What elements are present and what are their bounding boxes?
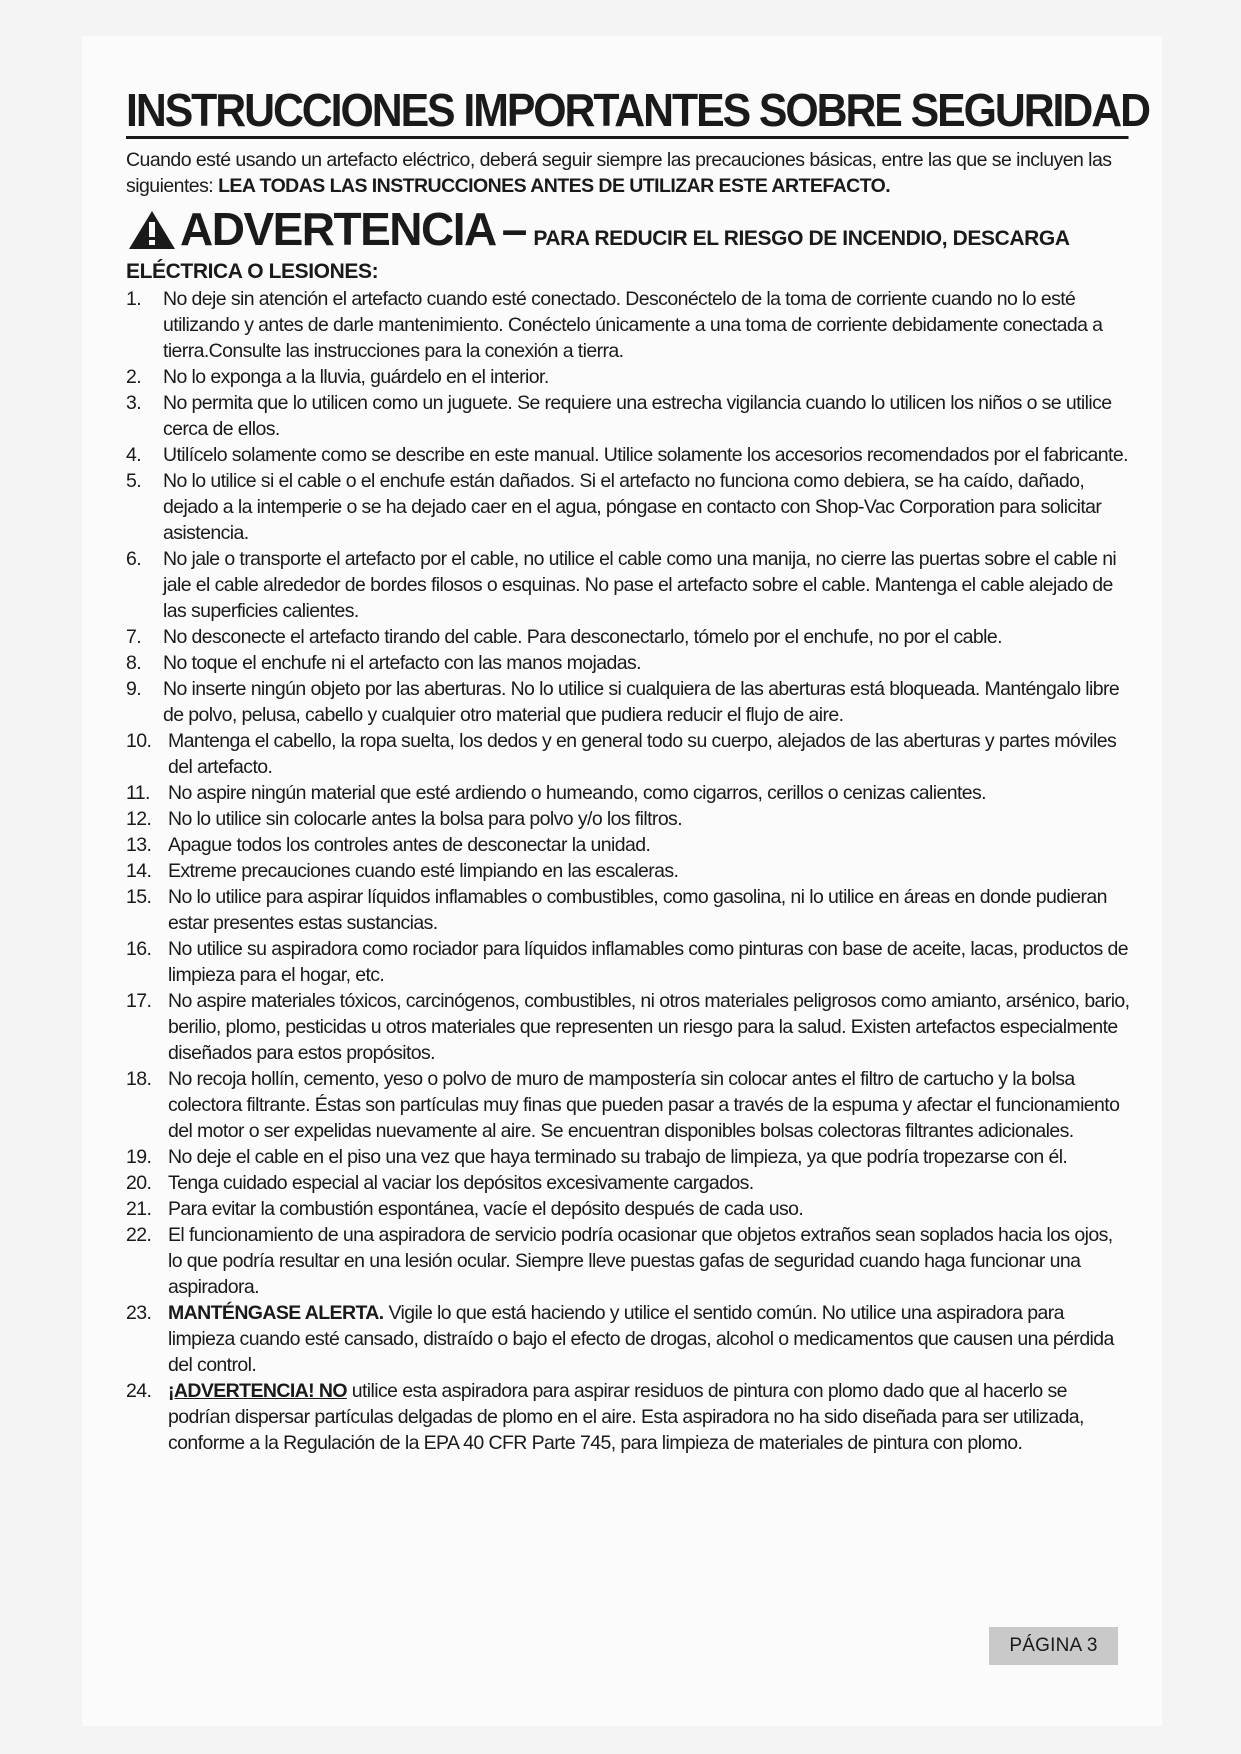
list-item: 4. Utilícelo solamente como se describe en este manual. Utilice solamente los accesorios recomendados por el fabricante. xyxy=(126,444,1128,466)
list-item: 11. No aspire ningún material que esté ardiendo o humeando, como cigarros, cerillos o cenizas calientes. xyxy=(126,782,986,804)
intro-text: Cuando esté usando un artefacto eléctrico, deberá seguir siempre las precauciones básicas, entre las que se incluyen las siguientes: xyxy=(126,149,1112,197)
intro-paragraph xyxy=(126,147,1131,199)
warning-subtitle-continued: ELÉCTRICA O LESIONES: xyxy=(126,260,379,283)
list-item: 2. No lo exponga a la lluvia, guárdelo en el interior. xyxy=(126,366,549,388)
page-number-label: PÁGINA 3 xyxy=(989,1627,1118,1665)
list-item: 17. No aspire materiales tóxicos, carcinógenos, combustibles, ni otros materiales peligrosos como amianto, arsénico, bario, berilio, plomo, pesticidas u otros materiales que representen un riesgo para la salud. Existen artefactos especialmente diseñados para estos propósitos. xyxy=(126,990,1130,1064)
warning-heading xyxy=(126,203,1131,266)
list-item: 1. No deje sin atención el artefacto cuando esté conectado. Desconéctelo de la toma de corriente cuando no lo esté utilizando y antes de darle mantenimiento. Conéctelo únicamente a una toma de corriente debidamente conectada a tierra.Consulte las instrucciones para la conexión a tierra. xyxy=(126,288,1103,362)
intro-bold-text: LEA TODAS LAS INSTRUCCIONES ANTES DE UTILIZAR ESTE ARTEFACTO. xyxy=(218,175,891,197)
list-item: 13. Apague todos los controles antes de desconectar la unidad. xyxy=(126,834,651,856)
list-item: 8. No toque el enchufe ni el artefacto con las manos mojadas. xyxy=(126,652,641,674)
warning-title: ADVERTENCIA xyxy=(180,203,496,255)
list-item: 15. No lo utilice para aspirar líquidos inflamables o combustibles, como gasolina, ni lo utilice en áreas en donde pudieran estar presentes estas sustancias. xyxy=(126,886,1107,934)
list-item: 16. No utilice su aspiradora como rociador para líquidos inflamables como pinturas con base de aceite, lacas, productos de limpieza para el hogar, etc. xyxy=(126,938,1129,986)
page-title: INSTRUCCIONES IMPORTANTES SOBRE SEGURIDAD xyxy=(126,84,1129,139)
list-item: 24. ¡ADVERTENCIA! NO utilice esta aspiradora para aspirar residuos de pintura con plomo dado que al hacerlo se podrían dispersar partículas delgadas de plomo en el aire. Esta aspiradora no ha sido diseñada para ser utilizada, conforme a la Regulación de la EPA 40 CFR Parte 745, para limpieza de materiales de pintura con plomo. xyxy=(126,1380,1084,1454)
list-item: 10. Mantenga el cabello, la ropa suelta, los dedos y en general todo su cuerpo, alejados de las aberturas y partes móviles del artefacto. xyxy=(126,730,1117,778)
warning-underlined-text: ¡ADVERTENCIA! NO xyxy=(168,1380,347,1402)
warning-triangle-icon xyxy=(128,210,176,266)
list-item: 7. No desconecte el artefacto tirando del cable. Para desconectarlo, tómelo por el enchufe, no por el cable. xyxy=(126,626,1002,648)
alert-bold-text: MANTÉNGASE ALERTA. xyxy=(168,1302,384,1324)
list-item: 18. No recoja hollín, cemento, yeso o polvo de muro de mampostería sin colocar antes el filtro de cartucho y la bolsa colectora filtrante. Éstas son partículas muy finas que pueden pasar a través de la espuma y afectar el funcionamiento del motor o ser expelidas nuevamente al aire. Se encuentran disponibles bolsas colectoras filtrantes adicionales. xyxy=(126,1068,1120,1142)
warning-subtitle: PARA REDUCIR EL RIESGO DE INCENDIO, DESCARGA xyxy=(533,227,1070,250)
list-item: 22. El funcionamiento de una aspiradora de servicio podría ocasionar que objetos extraños sean soplados hacia los ojos, lo que podría resultar en una lesión ocular. Siempre lleve puestas gafas de seguridad cuando haga funcionar una aspiradora. xyxy=(126,1224,1113,1298)
warning-dash: – xyxy=(501,203,528,255)
safety-instructions-list xyxy=(126,286,1131,1456)
list-item: 20. Tenga cuidado especial al vaciar los depósitos excesivamente cargados. xyxy=(126,1172,754,1194)
list-item: 6. No jale o transporte el artefacto por el cable, no utilice el cable como una manija, no cierre las puertas sobre el cable ni jale el cable alrededor de bordes filosos o esquinas. No pase el artefacto sobre el cable. Mantenga el cable alejado de las superficies calientes. xyxy=(126,548,1117,622)
list-item: 23. MANTÉNGASE ALERTA. Vigile lo que está haciendo y utilice el sentido común. No utilice una aspiradora para limpieza cuando esté cansado, distraído o bajo el efecto de drogas, alcohol o medicamentos que causen una pérdida del control. xyxy=(126,1302,1114,1376)
list-item: 21. Para evitar la combustión espontánea, vacíe el depósito después de cada uso. xyxy=(126,1198,804,1220)
list-item: 3. No permita que lo utilicen como un juguete. Se requiere una estrecha vigilancia cuando lo utilicen los niños o se utilice cerca de ellos. xyxy=(126,392,1112,440)
list-item: 12. No lo utilice sin colocarle antes la bolsa para polvo y/o los filtros. xyxy=(126,808,683,830)
list-item: 5. No lo utilice si el cable o el enchufe están dañados. Si el artefacto no funciona como debiera, se ha caído, dañado, dejado a la intemperie o se ha dejado caer en el agua, póngase en contacto con Shop-Vac Corporation para solicitar asistencia. xyxy=(126,470,1102,544)
list-item: 14. Extreme precauciones cuando esté limpiando en las escaleras. xyxy=(126,860,679,882)
list-item: 9. No inserte ningún objeto por las aberturas. No lo utilice si cualquiera de las aberturas está bloqueada. Manténgalo libre de polvo, pelusa, cabello y cualquier otro material que pudiera reducir el flujo de aire. xyxy=(126,678,1120,726)
document-content xyxy=(126,84,1149,1456)
list-item: 19. No deje el cable en el piso una vez que haya terminado su trabajo de limpieza, ya que podría tropezarse con él. xyxy=(126,1146,1068,1168)
